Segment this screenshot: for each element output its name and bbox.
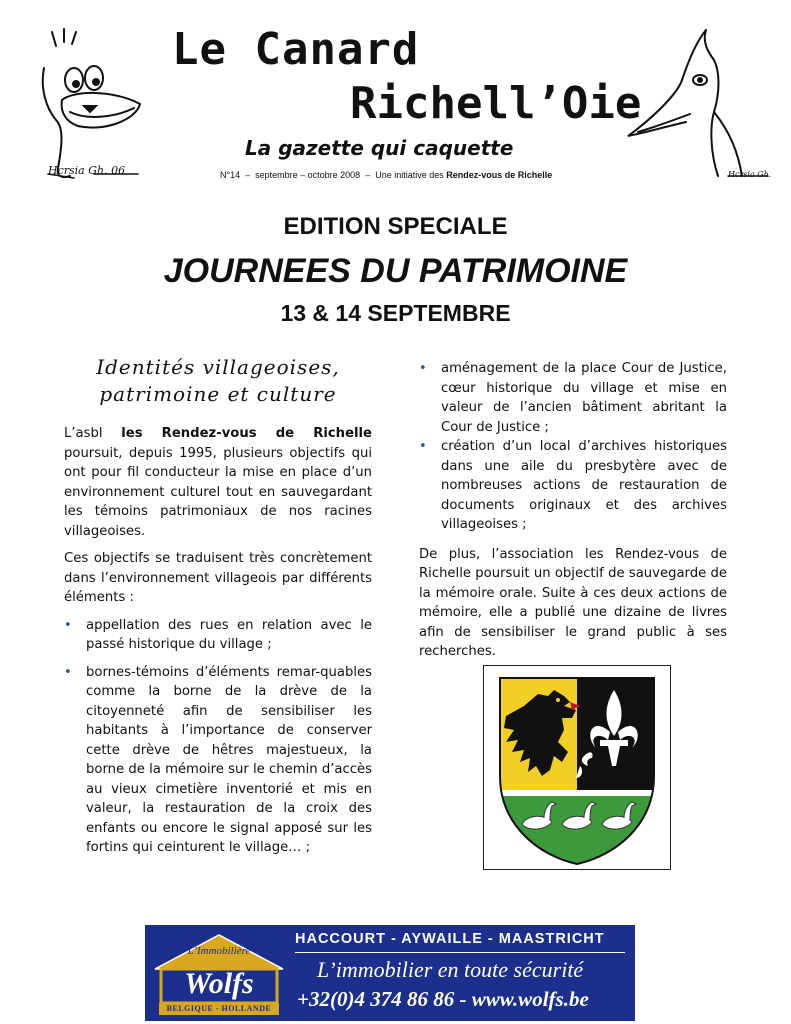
goose-drawing-right (618, 22, 778, 182)
intro-paragraph (64, 424, 372, 541)
closing-paragraph: De plus, l’association les Rendez-vous de Richelle poursuit un objectif de sauvegarde de la mémoire orale. Suite à ces deux actions de mémoire, elle a publié une dizaine de livres afin de sensibiliser le grand public à ses recherches. (419, 546, 727, 659)
green-field (484, 794, 670, 869)
masthead-title-line2: Richell’Oie (350, 78, 642, 129)
issue-prefix: N°14 – septembre – octobre 2008 – Une initiative des (220, 170, 447, 180)
list-item (419, 437, 727, 535)
list-item (419, 359, 727, 437)
main-headline: JOURNEES DU PATRIMOINE (163, 252, 628, 290)
list-item-text: bornes-témoins d’éléments remar-quables comme la borne de la drève de la citoyenneté afin de sensibiliser les habitants à l’importance de conserver cette drève de hêtres majestueux, la borne de la mémoire sur le chemin d’accès au vieux cimetière inventorié et mis en valeur, la restauration de la croix des enfants ou encore le signal apposé sur les fortins qui ceinturent le village… ; (86, 664, 372, 855)
intro-before: L’asbl (64, 426, 122, 441)
bullet-icon: • (64, 617, 72, 633)
list-item (64, 663, 372, 858)
intro-org: les Rendez-vous de Richelle (121, 426, 373, 441)
article-column-left (64, 424, 372, 866)
bullet-icon: • (419, 439, 427, 454)
edition-heading: EDITION SPECIALE (283, 213, 508, 240)
wolfs-logo (149, 929, 289, 1017)
list-item (64, 616, 372, 655)
signature-left: Hcrsia Gh. 06 (48, 164, 126, 177)
intro-after: poursuit, depuis 1995, plusieurs objectifs qui ont pour fil conducteur la mise en place d’un environnement culturel tout en sauvegardant les témoins patrimoniaux de nos racines villageoises. (64, 445, 372, 539)
masthead-subtitle: La gazette qui caquette (245, 136, 514, 160)
list-item-text: aménagement de la place Cour de Justice, cœur historique du village et mise en valeur de l’ancien bâtiment abritant la Cour de Justice ; (441, 361, 727, 435)
duck-drawing-left (34, 28, 144, 186)
logo-bottom-text: BELGIQUE - HOLLANDE (166, 1004, 272, 1013)
crest-frame (483, 665, 671, 870)
bullet-icon: • (64, 664, 72, 680)
issue-org: Rendez-vous de Richelle (446, 170, 553, 180)
ad-divider (295, 952, 625, 953)
bullet-icon: • (419, 361, 427, 376)
dates-heading: 13 & 14 SEPTEMBRE (280, 300, 511, 326)
logo-top-text: L’Immobilière (187, 945, 251, 957)
ad-slogan: L’immobilier en toute sécurité (317, 957, 584, 982)
bullet-list-right (419, 359, 727, 535)
issue-line (220, 170, 552, 180)
advertisement-banner[interactable] (145, 925, 635, 1021)
ad-locations: HACCOURT - AYWAILLE - MAASTRICHT (295, 931, 605, 947)
article-column-right (419, 359, 727, 670)
bullet-list-left (64, 616, 372, 858)
article-title: Identités villageoises, patrimoine et culture (96, 355, 340, 406)
objectives-paragraph: Ces objectifs se traduisent très concrètement dans l’environnement villageois par différents éléments : (64, 551, 372, 605)
signature-right: Hcrsia Gh. (728, 170, 772, 179)
list-item-text: création d’un local d’archives historiques dans une aile du presbytère avec de nombreuses actions de restauration de documents originaux et des archives villageoises ; (441, 439, 727, 532)
masthead-title-line1: Le Canard (172, 24, 420, 75)
logo-name: Wolfs (184, 967, 254, 1000)
ad-contact[interactable]: +32(0)4 374 86 86 - www.wolfs.be (297, 987, 589, 1011)
list-item-text: appellation des rues en relation avec le passé historique du village ; (86, 617, 372, 652)
coat-of-arms (484, 666, 670, 869)
